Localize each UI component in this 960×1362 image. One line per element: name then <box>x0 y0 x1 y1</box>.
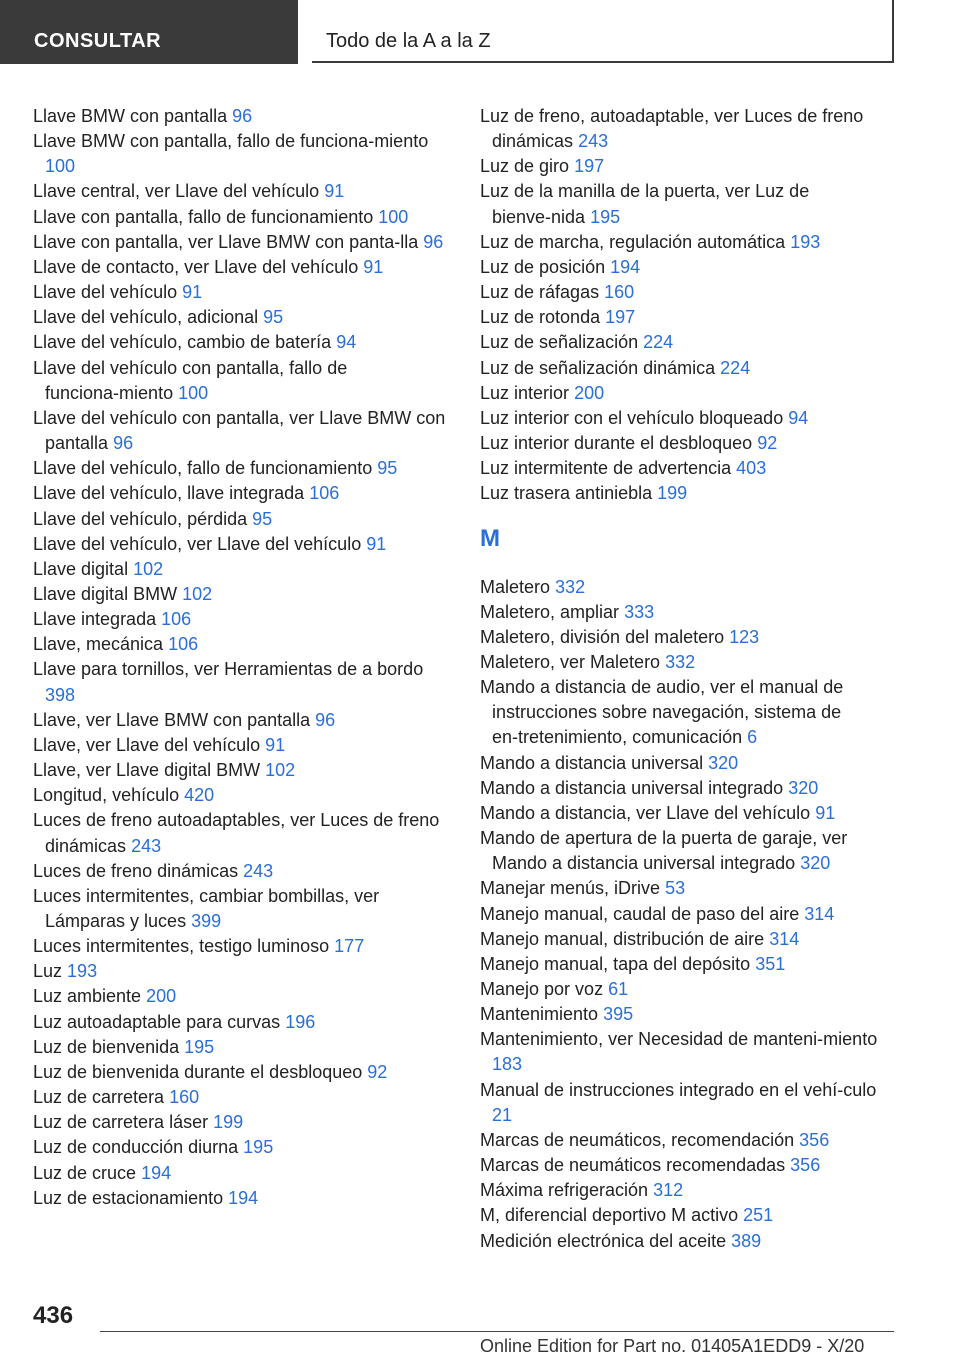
page-reference-link[interactable]: 91 <box>182 282 203 303</box>
page-reference-link[interactable]: 100 <box>45 156 76 177</box>
index-entry <box>33 959 451 984</box>
index-entry-term: Luz de giro <box>480 156 570 177</box>
index-entry <box>33 230 451 255</box>
page-reference-link[interactable]: 251 <box>743 1205 774 1226</box>
index-entry-term: Llave, ver Llave digital BMW <box>33 760 261 781</box>
index-entry <box>33 632 451 657</box>
index-entry-term: Llave para tornillos, ver Herramientas de a bordo <box>33 659 424 680</box>
index-entry-term: Longitud, vehículo <box>33 785 180 806</box>
page-reference-link[interactable]: 312 <box>653 1180 684 1201</box>
page-reference-link[interactable]: 332 <box>555 576 586 597</box>
index-entry-term: Luz trasera antiniebla <box>480 483 653 504</box>
index-entry-term: Luz interior durante el desbloqueo <box>480 433 753 454</box>
index-entry-term: Luz de carretera láser <box>33 1112 209 1133</box>
index-entry-term: Marcas de neumáticos recomendadas <box>480 1155 786 1176</box>
index-entry <box>33 557 451 582</box>
index-entry-term: Luces de freno dinámicas <box>33 860 239 881</box>
page-reference-link[interactable]: 92 <box>367 1061 388 1082</box>
index-entry <box>33 783 451 808</box>
index-entry-term: Manejar menús, iDrive <box>480 878 661 899</box>
page-reference-link[interactable]: 351 <box>755 953 786 974</box>
page-reference-link[interactable]: 94 <box>788 407 809 428</box>
index-entry <box>480 801 900 826</box>
index-entry <box>33 708 451 733</box>
index-entry-term: Llave digital <box>33 558 129 579</box>
page-reference-link[interactable]: 21 <box>492 1104 513 1125</box>
index-entry <box>480 305 900 330</box>
index-entry <box>33 934 451 959</box>
index-entry <box>480 1153 900 1178</box>
index-column-right <box>480 104 900 1254</box>
index-entry <box>480 255 900 280</box>
index-entry-term: Llave BMW con pantalla <box>33 106 228 126</box>
page-reference-link[interactable]: 193 <box>790 231 821 252</box>
section-tab <box>0 0 298 64</box>
index-entry <box>33 255 451 280</box>
page-reference-link[interactable]: 106 <box>168 634 199 655</box>
index-entry <box>480 1203 900 1228</box>
index-entry-term: Luz de cruce <box>33 1162 137 1183</box>
index-entry <box>33 607 451 632</box>
index-entry-term: Llave del vehículo, llave integrada <box>33 483 305 504</box>
index-entry-term: Luz interior <box>480 382 570 403</box>
index-entry-term: Llave BMW con pantalla, fallo de funciona‑miento <box>33 131 429 152</box>
index-entry-term: Luz de posición <box>480 256 606 277</box>
page-reference-link[interactable]: 183 <box>492 1054 523 1075</box>
index-entry-term: Máxima refrigeración <box>480 1180 649 1201</box>
index-entry-term: Llave del vehículo, ver Llave del vehículo <box>33 533 362 554</box>
page-reference-link[interactable]: 91 <box>265 734 286 755</box>
index-entry <box>480 927 900 952</box>
page-reference-link[interactable]: 356 <box>799 1129 830 1150</box>
index-entry <box>33 733 451 758</box>
index-entry-term: Luz de marcha, regulación automática <box>480 231 786 252</box>
index-entry-term: Luz de estacionamiento <box>33 1187 224 1208</box>
index-entry <box>480 575 900 600</box>
index-entry <box>33 582 451 607</box>
index-entry-term: Luz de la manilla de la puerta, ver Luz de bienve‑nida <box>480 181 810 227</box>
index-entry <box>33 456 451 481</box>
page-reference-link[interactable]: 160 <box>169 1087 200 1108</box>
page-reference-link[interactable]: 199 <box>213 1112 244 1133</box>
index-entry <box>33 1060 451 1085</box>
page-reference-link[interactable]: 395 <box>603 1004 634 1025</box>
index-entry-term: Luz <box>33 961 63 982</box>
index-entry-term: Llave, mecánica <box>33 634 164 655</box>
page-reference-link[interactable]: 92 <box>757 433 778 454</box>
index-entry-term: Luz de bienvenida <box>33 1036 180 1057</box>
index-entry <box>33 406 451 456</box>
index-entry-term: Maletero, ver Maletero <box>480 651 661 672</box>
page-reference-link[interactable]: 194 <box>141 1162 172 1183</box>
index-entry-term: Maletero, ampliar <box>480 601 620 622</box>
index-entry-term: Luz de freno, autoadaptable, ver Luces de freno dinámicas <box>480 106 864 152</box>
page-reference-link[interactable]: 389 <box>731 1230 762 1251</box>
index-entry-term: Llave del vehículo, pérdida <box>33 508 248 529</box>
page-reference-link[interactable]: 177 <box>334 936 365 957</box>
page-reference-link[interactable]: 100 <box>378 206 409 227</box>
page-number: 436 <box>33 1302 74 1329</box>
index-entry-term: Medición electrónica del aceite <box>480 1230 727 1251</box>
page-reference-link[interactable]: 200 <box>574 382 605 403</box>
index-entry-term: Luz de conducción diurna <box>33 1137 239 1158</box>
page-reference-link[interactable]: 193 <box>67 961 98 982</box>
index-entry <box>480 1229 900 1254</box>
page-reference-link[interactable]: 96 <box>113 433 134 454</box>
page-reference-link[interactable]: 332 <box>665 651 696 672</box>
page-reference-link[interactable]: 196 <box>285 1011 316 1032</box>
page-reference-link[interactable]: 91 <box>363 256 384 277</box>
page-reference-link[interactable]: 106 <box>161 609 192 630</box>
index-entry-term: Llave con pantalla, ver Llave BMW con panta‑lla <box>33 231 419 252</box>
page-reference-link[interactable]: 53 <box>665 878 686 899</box>
index-entry-term: Manejo por voz <box>480 979 604 999</box>
index-entry-term: Mantenimiento, ver Necesidad de manteni‑miento <box>480 1029 878 1050</box>
index-entry-term: Llave del vehículo, adicional <box>33 307 259 328</box>
index-entry <box>480 1002 900 1027</box>
index-entry <box>480 381 900 406</box>
index-entry-term: Luz ambiente <box>33 986 142 1007</box>
index-entry <box>480 1128 900 1153</box>
index-entry-term: Llave del vehículo <box>33 282 178 303</box>
page-reference-link[interactable]: 106 <box>309 483 340 504</box>
index-entry-term: Llave del vehículo con pantalla, fallo de funciona‑miento <box>33 357 348 403</box>
index-entry-term: Luz interior con el vehículo bloqueado <box>480 407 784 428</box>
index-entry <box>33 1010 451 1035</box>
page-reference-link[interactable]: 195 <box>243 1137 274 1158</box>
page-reference-link[interactable]: 320 <box>708 752 739 773</box>
index-entry-term: Manejo manual, tapa del depósito <box>480 953 751 974</box>
index-entry-term: Luz autoadaptable para curvas <box>33 1011 281 1032</box>
index-entry-term: Mando a distancia, ver Llave del vehículo <box>480 802 811 823</box>
index-entry <box>33 532 451 557</box>
page-reference-link[interactable]: 199 <box>657 483 688 504</box>
page-reference-link[interactable]: 96 <box>315 709 336 730</box>
index-entry <box>33 1085 451 1110</box>
index-group-l <box>480 104 900 507</box>
page-reference-link[interactable]: 61 <box>608 979 629 999</box>
edition-footer: Online Edition for Part no. 01405A1EDD9 - X/20 <box>480 1336 865 1356</box>
index-entry <box>480 776 900 801</box>
index-entry-term: Mando de apertura de la puerta de garaje, ver Mando a distancia universal integrado <box>480 828 848 874</box>
index-entry-term: Llave central, ver Llave del vehículo <box>33 181 320 202</box>
page-reference-link[interactable]: 160 <box>604 282 635 303</box>
index-entry <box>33 481 451 506</box>
page-reference-link[interactable]: 200 <box>146 986 177 1007</box>
index-entry-term: Llave integrada <box>33 609 157 630</box>
index-entry <box>480 356 900 381</box>
index-entry <box>480 154 900 179</box>
index-entry-term: Mantenimiento <box>480 1004 599 1025</box>
index-entry <box>480 456 900 481</box>
index-column-left <box>33 104 451 1211</box>
index-entry-term: Manual de instrucciones integrado en el vehí‑culo <box>480 1079 877 1100</box>
page-reference-link[interactable]: 95 <box>377 458 398 479</box>
index-entry-term: Maletero <box>480 576 551 597</box>
page-reference-link[interactable]: 6 <box>747 727 758 748</box>
index-entry <box>33 305 451 330</box>
index-entry <box>33 129 451 179</box>
index-entry <box>33 1161 451 1186</box>
index-entry <box>33 758 451 783</box>
chapter-header <box>312 0 894 63</box>
index-entry-term: Luz de señalización <box>480 332 639 353</box>
index-entry <box>33 884 451 934</box>
index-entry-term: Luces intermitentes, cambiar bombillas, ver Lámparas y luces <box>33 885 380 931</box>
page-reference-link[interactable]: 320 <box>800 853 831 874</box>
index-entry-term: Manejo manual, caudal de paso del aire <box>480 903 800 924</box>
page-reference-link[interactable]: 403 <box>736 458 767 479</box>
page-reference-link[interactable]: 95 <box>252 508 273 529</box>
page-reference-link[interactable]: 102 <box>133 558 164 579</box>
page-reference-link[interactable]: 195 <box>590 206 621 227</box>
index-entry <box>480 902 900 927</box>
index-entry-term: Llave, ver Llave BMW con pantalla <box>33 709 311 730</box>
section-letter: M <box>480 524 500 552</box>
page-reference-link[interactable]: 243 <box>578 131 609 152</box>
index-entry <box>33 984 451 1009</box>
page-reference-link[interactable]: 333 <box>624 601 655 622</box>
index-entry-term: Llave de contacto, ver Llave del vehículo <box>33 256 359 277</box>
footer-rule <box>100 1331 894 1332</box>
index-entry-term: Mando a distancia universal <box>480 752 704 773</box>
page-reference-link[interactable]: 314 <box>769 928 800 949</box>
index-entry <box>480 977 900 1002</box>
page-reference-link[interactable]: 224 <box>643 332 674 353</box>
index-entry <box>480 876 900 901</box>
index-entry <box>33 179 451 204</box>
page-reference-link[interactable]: 91 <box>324 181 345 202</box>
page-reference-link[interactable]: 102 <box>182 583 213 604</box>
index-entry-term: Mando a distancia de audio, ver el manual de instrucciones sobre navegación, sistema de en‑tretenimiento, comunicación <box>480 677 844 748</box>
index-entry <box>33 859 451 884</box>
page-reference-link[interactable]: 195 <box>184 1036 215 1057</box>
index-entry <box>480 650 900 675</box>
index-entry-term: Luz de carretera <box>33 1087 165 1108</box>
page-reference-link[interactable]: 194 <box>228 1187 259 1208</box>
index-entry <box>33 330 451 355</box>
page-reference-link[interactable]: 243 <box>243 860 274 881</box>
index-entry-term: Luz de ráfagas <box>480 282 600 303</box>
index-entry-term: Luz de bienvenida durante el desbloqueo <box>33 1061 363 1082</box>
index-entry-term: Llave del vehículo, cambio de batería <box>33 332 332 353</box>
index-entry-term: Llave del vehículo con pantalla, ver Llave BMW con pantalla <box>33 407 446 454</box>
section-tab-label: CONSULTAR <box>34 30 162 52</box>
index-entry <box>33 507 451 532</box>
index-entry <box>480 600 900 625</box>
page-reference-link[interactable]: 420 <box>184 785 215 806</box>
chapter-title: Todo de la A a la Z <box>326 30 491 52</box>
index-entry <box>480 104 900 154</box>
index-entry-term: Llave, ver Llave del vehículo <box>33 734 261 755</box>
page-reference-link[interactable]: 102 <box>265 760 296 781</box>
index-entry <box>480 406 900 431</box>
page-reference-link[interactable]: 194 <box>610 256 641 277</box>
index-entry <box>480 431 900 456</box>
index-entry <box>480 1078 900 1128</box>
page-reference-link[interactable]: 224 <box>720 357 751 378</box>
index-group-m <box>480 575 900 1254</box>
index-entry-term: Manejo manual, distribución de aire <box>480 928 765 949</box>
page-reference-link[interactable]: 243 <box>131 835 162 856</box>
page-reference-link[interactable]: 314 <box>804 903 835 924</box>
index-entry <box>33 657 451 707</box>
page-reference-link[interactable]: 95 <box>263 307 284 328</box>
index-entry <box>480 826 900 876</box>
index-entry <box>480 230 900 255</box>
index-entry <box>480 1178 900 1203</box>
index-entry <box>33 808 451 858</box>
page-reference-link[interactable]: 320 <box>788 777 819 798</box>
index-entry <box>33 1110 451 1135</box>
index-entry-term: Luz intermitente de advertencia <box>480 458 732 479</box>
page-reference-link[interactable]: 96 <box>232 106 253 126</box>
page-reference-link[interactable]: 91 <box>366 533 387 554</box>
page-reference-link[interactable]: 399 <box>191 911 222 931</box>
page-reference-link[interactable]: 197 <box>574 156 605 177</box>
index-entry <box>480 280 900 305</box>
index-entry <box>33 1135 451 1160</box>
index-entry-term: Luz de señalización dinámica <box>480 357 716 378</box>
index-entry-term: M, diferencial deportivo M activo <box>480 1205 739 1226</box>
index-entry <box>480 330 900 355</box>
page-reference-link[interactable]: 123 <box>729 626 760 647</box>
index-entry-term: Luces de freno autoadaptables, ver Luces de freno dinámicas <box>33 810 440 856</box>
page-reference-link[interactable]: 94 <box>336 332 357 353</box>
index-entry <box>480 952 900 977</box>
page-reference-link[interactable]: 197 <box>605 307 636 328</box>
index-entry <box>33 104 451 129</box>
page-reference-link[interactable]: 91 <box>815 802 836 823</box>
index-entry-term: Llave del vehículo, fallo de funcionamiento <box>33 458 373 479</box>
page-reference-link[interactable]: 356 <box>790 1155 821 1176</box>
index-entry-term: Maletero, división del maletero <box>480 626 725 647</box>
index-entry <box>33 1035 451 1060</box>
index-entry-term: Luces intermitentes, testigo luminoso <box>33 936 330 957</box>
index-entry-term: Mando a distancia universal integrado <box>480 777 784 798</box>
page-reference-link[interactable]: 96 <box>423 231 444 252</box>
index-entry-term: Llave digital BMW <box>33 583 178 604</box>
index-entry <box>33 356 451 406</box>
index-entry <box>480 625 900 650</box>
index-entry <box>480 751 900 776</box>
index-entry <box>480 1027 900 1077</box>
index-entry <box>33 205 451 230</box>
index-entry <box>33 280 451 305</box>
index-entry-term: Llave con pantalla, fallo de funcionamiento <box>33 206 374 227</box>
page-reference-link[interactable]: 398 <box>45 684 76 705</box>
index-entry-term: Luz de rotonda <box>480 307 601 328</box>
index-entry <box>480 675 900 750</box>
index-entry <box>33 1186 451 1211</box>
index-entry <box>480 481 900 506</box>
index-entry-term: Marcas de neumáticos, recomendación <box>480 1129 795 1150</box>
index-entry <box>480 179 900 229</box>
page-reference-link[interactable]: 100 <box>178 382 209 403</box>
